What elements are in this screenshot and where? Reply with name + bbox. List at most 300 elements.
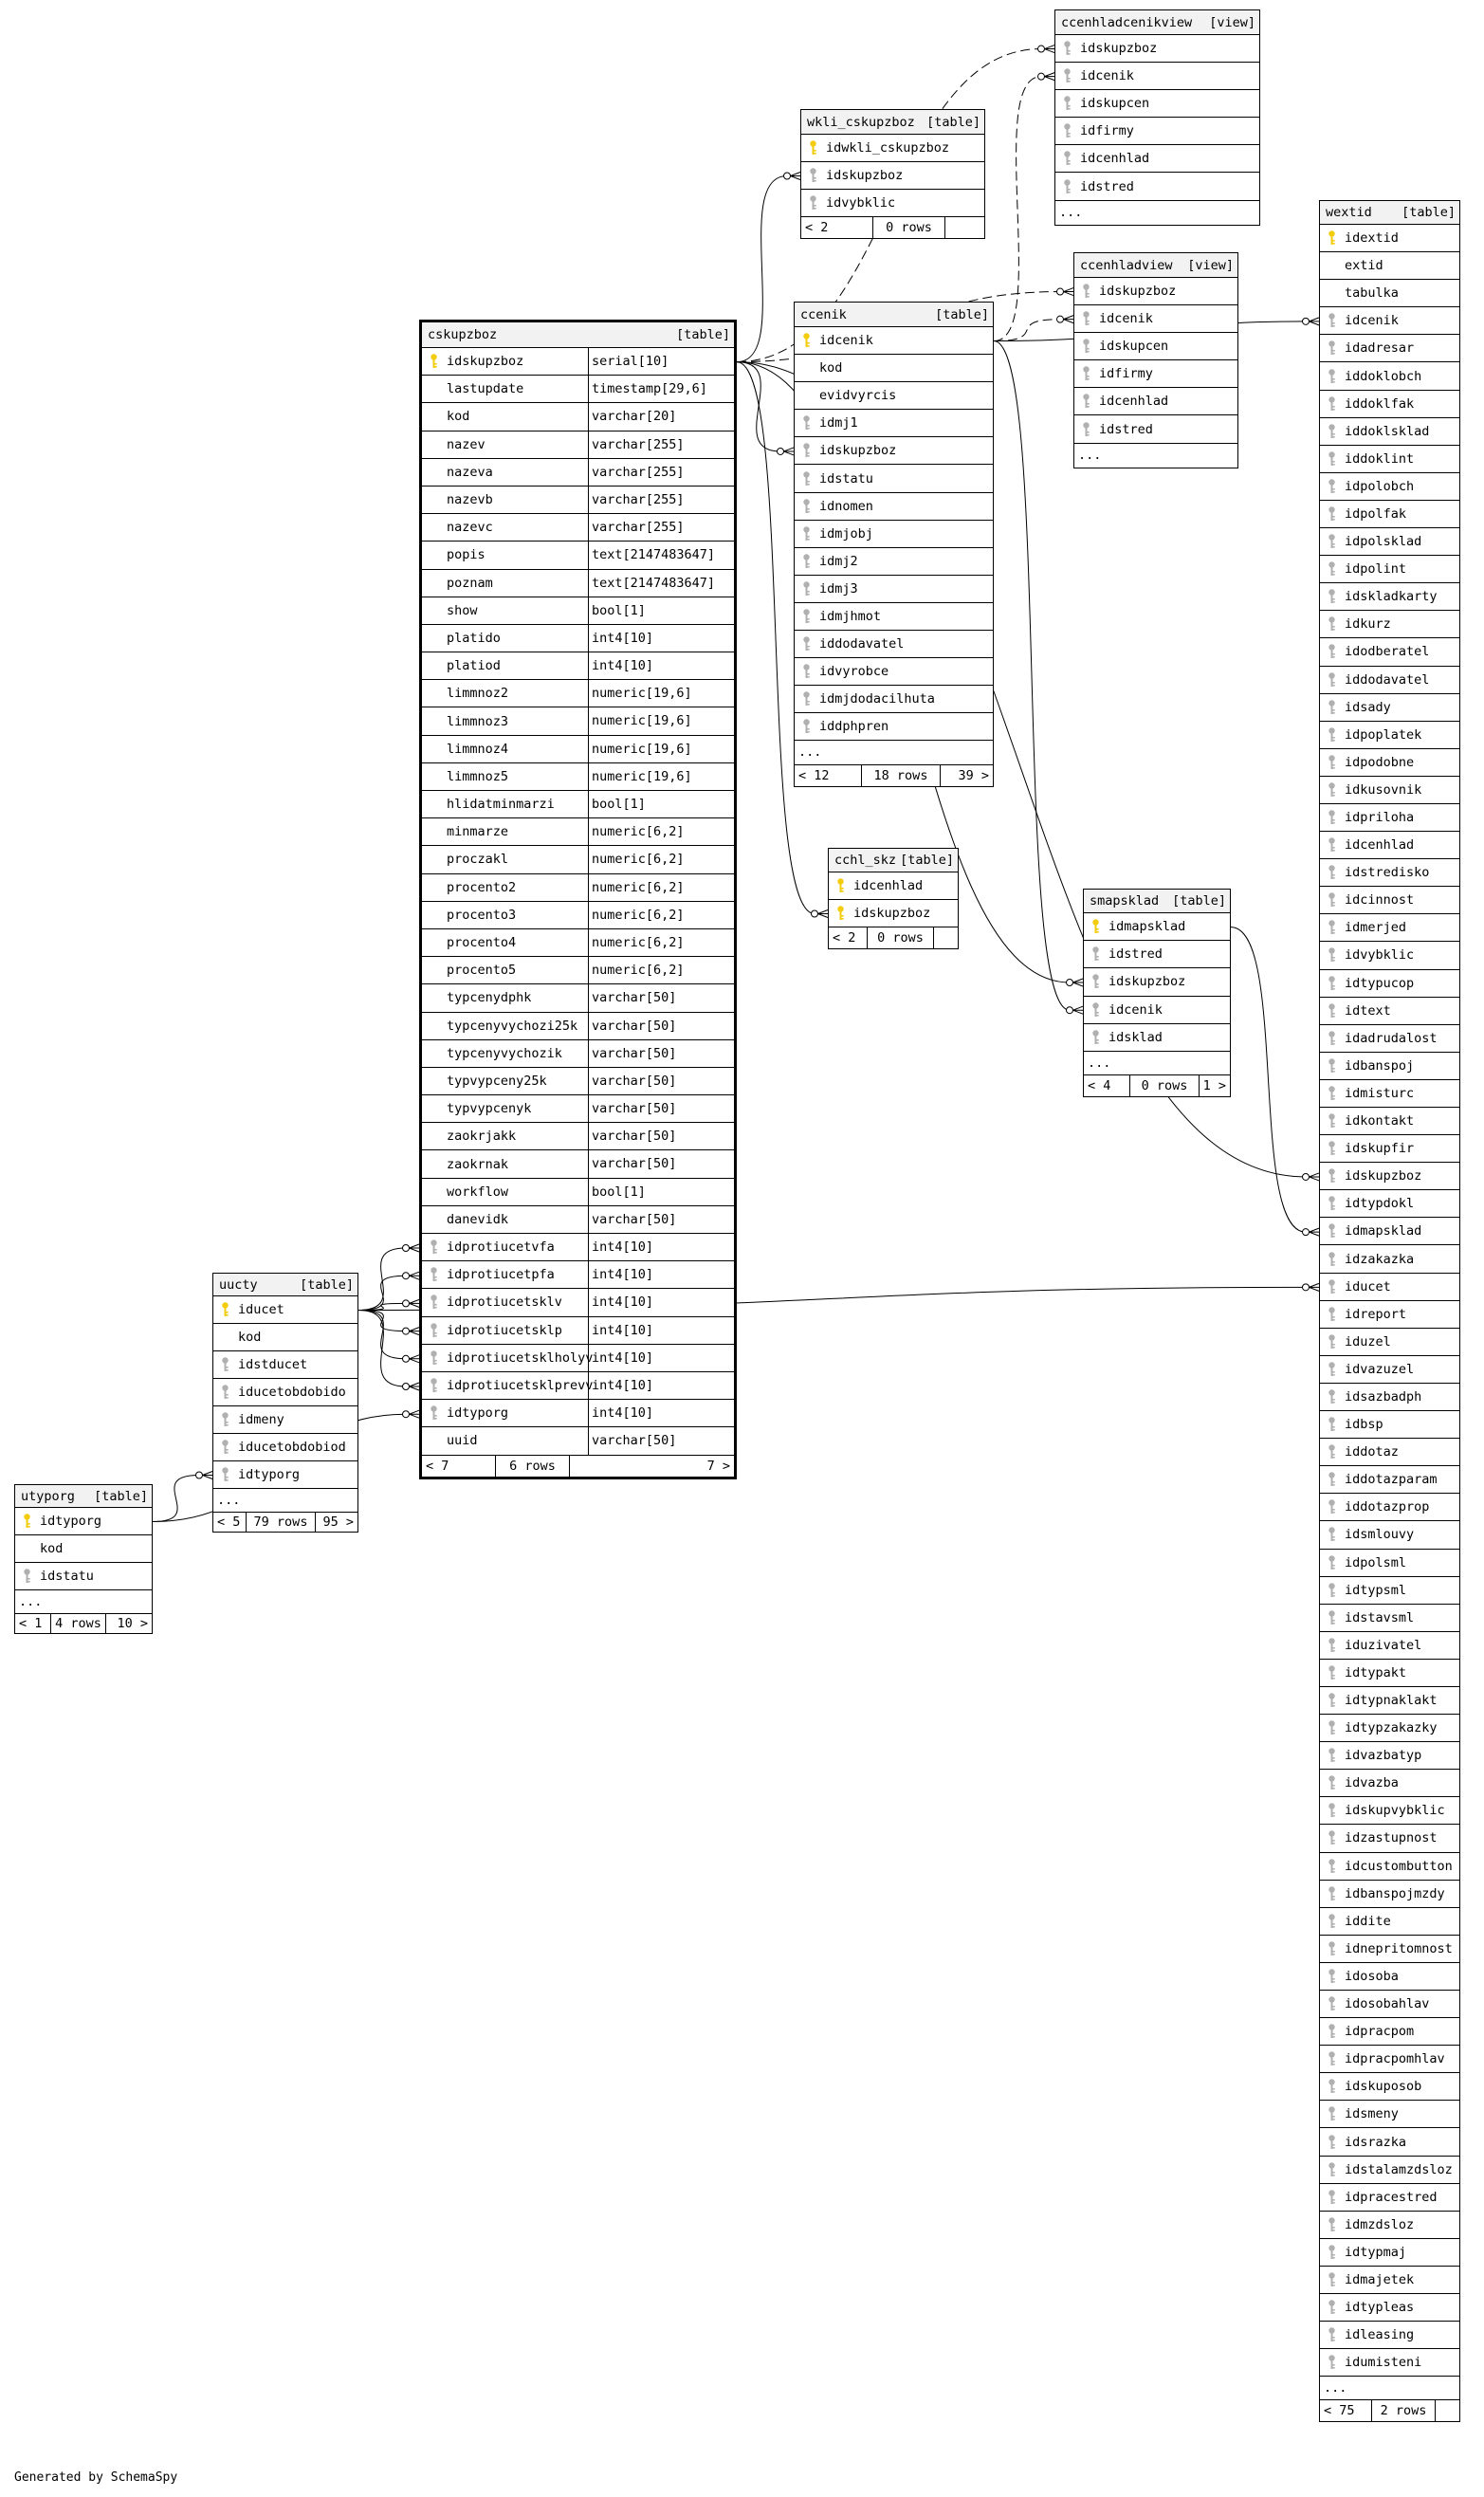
column-type: varchar[50] — [588, 1040, 734, 1067]
column-row[interactable] — [1055, 145, 1259, 173]
column-row[interactable] — [1320, 2322, 1459, 2349]
column-row[interactable] — [1084, 913, 1230, 941]
link-smapsklad-wextid — [1231, 927, 1306, 1233]
column-row[interactable] — [1320, 362, 1459, 390]
column-name: limmnoz3 — [447, 713, 509, 729]
column-name: idadrudalost — [1345, 1030, 1438, 1046]
foreign-key-icon — [1328, 340, 1336, 356]
column-row[interactable] — [795, 327, 993, 355]
optional-marker — [1038, 73, 1045, 80]
column-row[interactable] — [1074, 360, 1237, 388]
column-row[interactable] — [829, 872, 958, 900]
foreign-key-icon — [802, 664, 811, 679]
column-row[interactable] — [1320, 1770, 1459, 1797]
column-row[interactable] — [1320, 528, 1459, 556]
foreign-key-icon — [1091, 974, 1100, 989]
column-type: varchar[255] — [588, 487, 734, 513]
column-row[interactable] — [1320, 859, 1459, 887]
column-row[interactable] — [1320, 1660, 1459, 1687]
footer-parents[interactable]: < 2 — [805, 220, 829, 235]
foreign-key-icon — [1328, 700, 1336, 715]
column-row[interactable] — [422, 1400, 734, 1427]
column-row[interactable] — [422, 1068, 734, 1095]
table-footer — [795, 765, 993, 786]
column-row[interactable] — [422, 403, 734, 431]
column-row[interactable] — [1320, 280, 1459, 307]
foreign-key-icon — [1328, 2162, 1336, 2177]
column-row[interactable] — [422, 376, 734, 403]
column-row[interactable] — [1320, 1053, 1459, 1080]
column-row[interactable] — [422, 984, 734, 1012]
column-name: idvyrobce — [819, 664, 889, 680]
column-row[interactable] — [1320, 1908, 1459, 1936]
column-row[interactable] — [1320, 501, 1459, 528]
table-header[interactable] — [801, 110, 984, 135]
column-row[interactable] — [1320, 418, 1459, 446]
link-ccenik-smapsklad — [994, 341, 1070, 1011]
column-row[interactable] — [795, 713, 993, 741]
column-row[interactable] — [1320, 1577, 1459, 1605]
column-name: idtyporg — [40, 1514, 102, 1529]
foreign-key-icon — [1328, 2051, 1336, 2066]
column-row[interactable] — [422, 846, 734, 873]
column-name: idskupzboz — [1108, 974, 1186, 990]
footer-parents[interactable]: < 2 — [833, 930, 856, 946]
column-row[interactable] — [1320, 1274, 1459, 1301]
column-row[interactable] — [1320, 1190, 1459, 1218]
column-row[interactable] — [1320, 2294, 1459, 2322]
column-row[interactable] — [1055, 35, 1259, 63]
column-row[interactable] — [829, 900, 958, 927]
column-row[interactable] — [1320, 1687, 1459, 1715]
column-row[interactable] — [422, 1372, 734, 1400]
footer-parents[interactable]: < 75 — [1324, 2403, 1355, 2419]
column-row[interactable] — [1320, 1632, 1459, 1660]
column-row[interactable] — [1074, 333, 1237, 360]
column-name: idprotiucetsklprevv — [447, 1378, 594, 1394]
footer-rows: 2 rows — [1371, 2400, 1436, 2421]
column-row[interactable] — [1320, 391, 1459, 418]
column-row[interactable] — [422, 1040, 734, 1068]
foreign-key-icon — [1328, 1003, 1336, 1019]
table-header[interactable] — [213, 1274, 357, 1296]
column-row[interactable] — [1320, 1936, 1459, 1963]
column-row[interactable] — [1320, 2267, 1459, 2294]
footer-parents[interactable]: < 1 — [19, 1616, 43, 1631]
column-row[interactable] — [422, 818, 734, 846]
footer-children[interactable] — [949, 217, 980, 238]
foreign-key-icon — [1091, 1002, 1100, 1018]
column-row[interactable] — [15, 1563, 152, 1590]
column-row[interactable] — [422, 487, 734, 514]
column-name: idcenik — [1345, 313, 1399, 329]
foreign-key-icon — [221, 1357, 229, 1372]
column-type: bool[1] — [588, 597, 734, 624]
primary-key-icon — [221, 1302, 229, 1317]
column-row[interactable] — [1320, 473, 1459, 501]
table-smapsklad[interactable] — [1083, 889, 1231, 1097]
table-header[interactable] — [1055, 10, 1259, 35]
column-row[interactable] — [1320, 1605, 1459, 1632]
column-name: kod — [819, 360, 843, 376]
column-row[interactable] — [422, 791, 734, 818]
column-row[interactable] — [1320, 1742, 1459, 1770]
column-row[interactable] — [422, 1427, 734, 1455]
column-row[interactable] — [422, 597, 734, 625]
column-row[interactable] — [213, 1434, 357, 1461]
foreign-key-icon — [802, 499, 811, 514]
column-row[interactable] — [422, 1179, 734, 1206]
column-row[interactable] — [1320, 1466, 1459, 1494]
column-row[interactable] — [422, 431, 734, 459]
column-row[interactable] — [1074, 388, 1237, 415]
column-row[interactable] — [1084, 968, 1230, 996]
table-ccenik[interactable] — [794, 302, 994, 787]
footer-parents[interactable]: < 12 — [798, 767, 830, 783]
column-row[interactable] — [422, 514, 734, 542]
table-header[interactable] — [1084, 890, 1230, 913]
optional-marker — [784, 173, 791, 179]
table-uucty[interactable] — [212, 1273, 358, 1533]
column-row[interactable] — [422, 763, 734, 791]
foreign-key-icon — [1328, 1830, 1336, 1845]
column-row[interactable] — [1320, 694, 1459, 722]
column-row[interactable] — [1320, 1329, 1459, 1356]
column-name: idvybklic — [826, 195, 896, 211]
table-header[interactable] — [1320, 201, 1459, 225]
column-row[interactable] — [422, 625, 734, 652]
foreign-key-icon — [802, 581, 811, 597]
column-row[interactable] — [1320, 1853, 1459, 1881]
column-row[interactable] — [795, 382, 993, 410]
column-row[interactable] — [1320, 722, 1459, 749]
many-marker — [791, 173, 801, 180]
column-row[interactable] — [1084, 1024, 1230, 1052]
column-row[interactable] — [1320, 307, 1459, 335]
table-cskupzboz[interactable] — [419, 320, 737, 1479]
column-row[interactable] — [422, 957, 734, 984]
footer-parents[interactable]: < 5 — [217, 1515, 241, 1530]
column-name: idskupzboz — [1345, 1168, 1422, 1184]
link-uucty-cskupzboz-idprotiucetpfa — [358, 1276, 406, 1310]
column-row[interactable] — [422, 1261, 734, 1289]
column-row[interactable] — [1320, 1135, 1459, 1163]
column-row[interactable] — [15, 1535, 152, 1563]
column-name: idskladkarty — [1345, 589, 1438, 605]
column-row[interactable] — [1320, 2184, 1459, 2212]
column-type: numeric[19,6] — [588, 707, 734, 734]
table-name: wkli_cskupzboz — [807, 114, 915, 130]
column-row[interactable] — [1320, 1550, 1459, 1577]
foreign-key-icon — [221, 1440, 229, 1455]
table-header[interactable] — [422, 322, 734, 348]
footer-children[interactable] — [938, 927, 954, 948]
column-name: idcenik — [1080, 68, 1134, 84]
column-row[interactable] — [1320, 1411, 1459, 1439]
column-row[interactable] — [422, 1206, 734, 1234]
foreign-key-icon — [1328, 313, 1336, 328]
column-row[interactable] — [1320, 832, 1459, 859]
column-row[interactable] — [422, 680, 734, 707]
foreign-key-icon — [1082, 366, 1090, 381]
column-row[interactable] — [422, 1013, 734, 1040]
column-row[interactable] — [1084, 997, 1230, 1024]
column-row[interactable] — [1320, 942, 1459, 969]
column-row[interactable] — [1320, 638, 1459, 666]
link-uucty-cskupzboz-idprotiucetsklp — [358, 1311, 406, 1331]
foreign-key-icon — [1328, 396, 1336, 412]
column-row[interactable] — [1320, 887, 1459, 914]
column-row[interactable] — [422, 348, 734, 376]
column-name: zaokrjakk — [447, 1129, 517, 1145]
foreign-key-icon — [1082, 394, 1090, 409]
many-marker — [1310, 1283, 1320, 1291]
column-row[interactable] — [795, 686, 993, 713]
column-row[interactable] — [1320, 335, 1459, 362]
column-row[interactable] — [1074, 415, 1237, 443]
column-row[interactable] — [1320, 252, 1459, 280]
column-row[interactable] — [1320, 1163, 1459, 1190]
column-row[interactable] — [1320, 970, 1459, 998]
column-row[interactable] — [213, 1406, 357, 1434]
link-uucty-cskupzboz-idprotiucetsklv — [358, 1303, 406, 1310]
footer-children[interactable]: 7 > — [706, 1458, 730, 1474]
column-row[interactable] — [801, 190, 984, 217]
column-row[interactable] — [1320, 2239, 1459, 2267]
foreign-key-icon — [1091, 946, 1100, 962]
column-row[interactable] — [422, 874, 734, 902]
column-row[interactable] — [1055, 173, 1259, 200]
column-row[interactable] — [213, 1296, 357, 1324]
column-row[interactable] — [1055, 90, 1259, 118]
column-row[interactable] — [795, 493, 993, 521]
column-row[interactable] — [213, 1379, 357, 1406]
column-row[interactable] — [1074, 278, 1237, 305]
column-row[interactable] — [795, 521, 993, 548]
foreign-key-icon — [1328, 1223, 1336, 1239]
column-row[interactable] — [1320, 1301, 1459, 1329]
many-marker — [410, 1272, 420, 1279]
footer-parents[interactable]: < 4 — [1088, 1078, 1111, 1094]
column-name: procento4 — [447, 935, 517, 951]
column-row[interactable] — [1320, 2046, 1459, 2073]
footer-rows: 18 rows — [861, 765, 941, 786]
foreign-key-icon — [802, 415, 811, 431]
column-row[interactable] — [213, 1324, 357, 1351]
column-row[interactable] — [1074, 305, 1237, 333]
column-row[interactable] — [422, 1345, 734, 1372]
column-row[interactable] — [1320, 2157, 1459, 2184]
column-row[interactable] — [1320, 446, 1459, 473]
column-name: idpracpom — [1345, 2024, 1415, 2040]
foreign-key-icon — [1328, 947, 1336, 963]
column-row[interactable] — [422, 1234, 734, 1261]
column-row[interactable] — [1320, 1881, 1459, 1908]
column-row[interactable] — [422, 902, 734, 929]
column-name: proczakl — [447, 852, 509, 868]
foreign-key-icon — [1328, 561, 1336, 577]
column-name: idtypnaklakt — [1345, 1693, 1438, 1709]
footer-children[interactable]: 10 > — [117, 1616, 148, 1631]
column-row[interactable] — [422, 652, 734, 680]
column-row[interactable] — [1320, 1521, 1459, 1549]
column-row[interactable] — [795, 410, 993, 437]
foreign-key-icon — [1063, 179, 1072, 194]
column-row[interactable] — [795, 603, 993, 631]
more-columns: ... — [1078, 447, 1102, 463]
foreign-key-icon — [1328, 810, 1336, 825]
column-row[interactable] — [422, 1317, 734, 1345]
column-name: idskupzboz — [1099, 284, 1177, 300]
column-row[interactable] — [1320, 225, 1459, 252]
foreign-key-icon — [1328, 1031, 1336, 1046]
column-row[interactable] — [1320, 804, 1459, 832]
table-cchl_skz[interactable] — [828, 848, 959, 949]
column-row[interactable] — [1320, 2101, 1459, 2128]
column-row[interactable] — [422, 1150, 734, 1178]
column-row[interactable] — [795, 465, 993, 492]
column-row[interactable] — [795, 631, 993, 658]
column-row[interactable] — [1055, 63, 1259, 90]
table-wextid[interactable] — [1319, 200, 1460, 2422]
column-row[interactable] — [1084, 941, 1230, 968]
footer-parents[interactable]: < 7 — [426, 1458, 449, 1474]
column-row[interactable] — [1320, 556, 1459, 583]
table-header[interactable] — [1074, 253, 1237, 278]
column-row[interactable] — [422, 459, 734, 487]
column-row[interactable] — [422, 707, 734, 735]
column-name: idcustombutton — [1345, 1858, 1453, 1874]
table-header[interactable] — [795, 303, 993, 327]
column-row[interactable] — [213, 1351, 357, 1379]
column-name: iddotazparam — [1345, 1472, 1438, 1488]
link-ccenik-ccenhladview — [994, 320, 1060, 341]
column-name: idcenhlad — [1080, 151, 1150, 167]
column-name: idsrazka — [1345, 2134, 1407, 2150]
column-type: text[2147483647] — [588, 570, 734, 597]
column-name: typvypcenyk — [447, 1101, 532, 1117]
column-row[interactable] — [422, 1123, 734, 1150]
column-row[interactable] — [1320, 1439, 1459, 1466]
column-row[interactable] — [795, 576, 993, 603]
footer-children[interactable]: 39 > — [958, 767, 989, 783]
table-utyporg[interactable] — [14, 1484, 153, 1634]
column-row[interactable] — [1320, 2349, 1459, 2377]
table-name: utyporg — [21, 1488, 75, 1504]
column-name: idstredisko — [1345, 865, 1430, 881]
foreign-key-icon — [1328, 506, 1336, 522]
column-row[interactable] — [422, 542, 734, 569]
foreign-key-icon — [1328, 1086, 1336, 1101]
table-ccenhladview[interactable] — [1073, 252, 1238, 468]
column-name: idstavsml — [1345, 1609, 1415, 1625]
column-row[interactable] — [1320, 1080, 1459, 1108]
column-row[interactable] — [1320, 1494, 1459, 1521]
footer-children[interactable] — [1439, 2400, 1456, 2421]
column-name: idosobahlav — [1345, 1996, 1430, 2012]
table-wkli_cskupzboz[interactable] — [800, 109, 985, 239]
column-row[interactable] — [422, 929, 734, 957]
column-row[interactable] — [1320, 1025, 1459, 1053]
column-row[interactable] — [213, 1461, 357, 1489]
column-name: idmj1 — [819, 415, 858, 431]
table-name: smapsklad — [1090, 893, 1160, 909]
column-row[interactable] — [1320, 1991, 1459, 2018]
foreign-key-icon — [1328, 451, 1336, 467]
column-row[interactable] — [1320, 998, 1459, 1025]
column-row[interactable] — [1320, 1715, 1459, 1742]
column-row[interactable] — [1055, 118, 1259, 145]
column-row[interactable] — [795, 658, 993, 686]
column-row[interactable] — [1320, 777, 1459, 804]
footer-children[interactable]: 95 > — [322, 1515, 354, 1530]
column-name: idcinnost — [1345, 892, 1415, 909]
optional-marker — [403, 1300, 410, 1307]
column-row[interactable] — [801, 135, 984, 162]
column-row[interactable] — [801, 162, 984, 190]
column-row[interactable] — [1320, 1797, 1459, 1825]
column-row[interactable] — [422, 736, 734, 763]
column-name: idpolfak — [1345, 505, 1407, 522]
column-row[interactable] — [1320, 2073, 1459, 2101]
column-row[interactable] — [795, 355, 993, 382]
column-row[interactable] — [795, 548, 993, 576]
column-row[interactable] — [422, 1289, 734, 1316]
column-row[interactable] — [1320, 2128, 1459, 2156]
column-name: limmnoz5 — [447, 768, 509, 784]
column-row[interactable] — [15, 1508, 152, 1535]
column-row[interactable] — [1320, 2018, 1459, 2046]
footer-children[interactable]: 1 > — [1202, 1078, 1226, 1094]
column-row[interactable] — [422, 1095, 734, 1123]
column-row[interactable] — [422, 570, 734, 597]
foreign-key-icon — [1328, 2190, 1336, 2205]
footer-rows: 79 rows — [246, 1513, 316, 1532]
column-name: iddoklobch — [1345, 368, 1422, 384]
column-name: idmisturc — [1345, 1085, 1415, 1101]
table-ccenhladcenikview[interactable] — [1054, 9, 1260, 226]
table-header[interactable] — [829, 849, 958, 872]
column-row[interactable] — [1320, 1825, 1459, 1852]
column-row[interactable] — [1320, 1245, 1459, 1273]
column-row[interactable] — [1320, 611, 1459, 638]
column-row[interactable] — [1320, 749, 1459, 777]
column-name: limmnoz2 — [447, 686, 509, 702]
primary-key-icon — [1091, 919, 1100, 934]
column-row[interactable] — [1320, 667, 1459, 694]
column-row[interactable] — [1320, 914, 1459, 942]
column-row[interactable] — [795, 437, 993, 465]
column-name: typcenyvychozi25k — [447, 1018, 578, 1034]
column-type: bool[1] — [588, 791, 734, 817]
column-name: idmj2 — [819, 553, 858, 569]
column-row[interactable] — [1320, 1384, 1459, 1411]
table-header[interactable] — [15, 1485, 152, 1508]
column-row[interactable] — [1320, 2212, 1459, 2239]
foreign-key-icon — [1328, 1720, 1336, 1735]
column-name: idtypucop — [1345, 975, 1415, 991]
column-row[interactable] — [1320, 1356, 1459, 1384]
column-name: idskupzboz — [853, 906, 931, 921]
column-row[interactable] — [1320, 1218, 1459, 1245]
column-name: idtypmaj — [1345, 2244, 1407, 2260]
table-footer — [1084, 1075, 1230, 1096]
column-name: idpolobch — [1345, 478, 1415, 494]
column-row[interactable] — [1320, 1108, 1459, 1135]
column-name: idvazbatyp — [1345, 1748, 1422, 1764]
column-row[interactable] — [1320, 583, 1459, 611]
column-row[interactable] — [1320, 1963, 1459, 1991]
